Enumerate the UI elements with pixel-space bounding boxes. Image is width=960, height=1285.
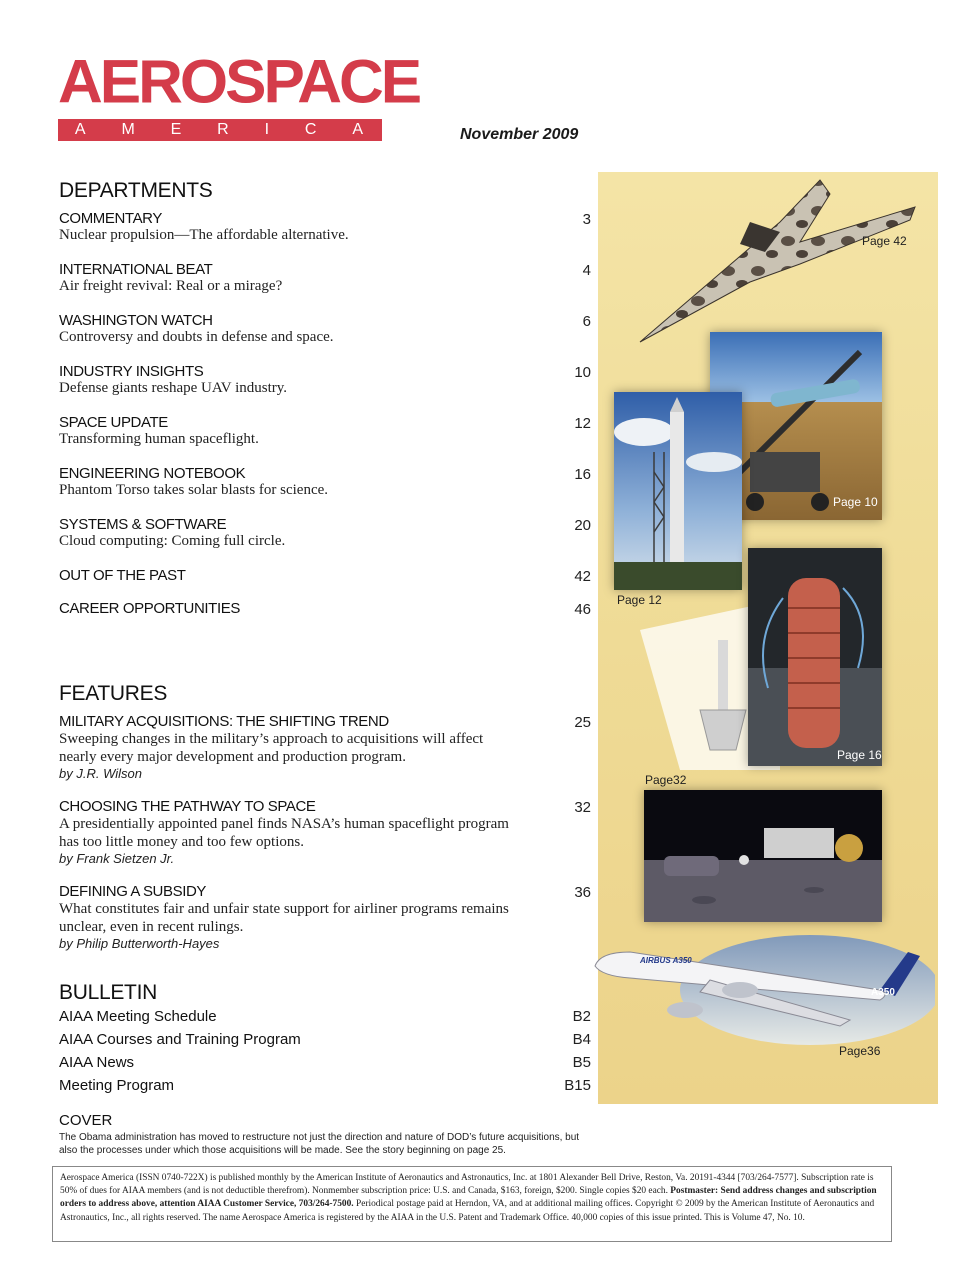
copyright-text: Periodical postage paid at Herndon, VA, and at additional mailing offices. Copyright © 2009 by the American Institute of Aeronautics and Astronautics, Inc., all rights reserved. The name Aerospace America is registered by the AIAA in the U.S. Patent and Trademark Office. 40,000 copies of this issue printed. This is Volume 47, No. 10. — [60, 1199, 875, 1223]
page-number: B15 — [564, 1077, 591, 1094]
page-number: 4 — [582, 262, 591, 279]
bulletin-item-meeting-schedule[interactable] — [59, 1008, 594, 1028]
page-number: 42 — [574, 568, 591, 585]
image-caption: Page32 — [645, 773, 687, 787]
logo-letter: E — [170, 121, 184, 138]
page-number: 12 — [574, 415, 591, 432]
page-number: 3 — [582, 211, 591, 228]
image-caption: Page 16 — [837, 748, 882, 762]
dept-description: Nuclear propulsion—The affordable alternative. — [59, 227, 349, 243]
feature-title: DEFINING A SUBSIDY — [59, 883, 207, 900]
dept-description: Defense giants reshape UAV industry. — [59, 380, 288, 396]
page-number: 16 — [574, 466, 591, 483]
airliner-livery-text: AIRBUS A350 — [640, 956, 692, 965]
page-number: 25 — [574, 714, 591, 731]
feature-byline: by Frank Sietzen Jr. — [59, 851, 175, 866]
feature-entry-pathway-to-space[interactable] — [59, 798, 594, 866]
dept-title: COMMENTARY — [59, 210, 162, 227]
phantom-torso-photo[interactable] — [748, 548, 882, 766]
feature-entry-military-acquisitions[interactable] — [59, 713, 594, 781]
bulletin-item-meeting-program[interactable] — [59, 1077, 594, 1097]
dept-title: SYSTEMS & SOFTWARE — [59, 516, 227, 533]
feature-title: CHOOSING THE PATHWAY TO SPACE — [59, 798, 316, 815]
page-number: 36 — [574, 884, 591, 901]
bulletin-item-title: AIAA News — [59, 1054, 135, 1071]
bulletin-item-courses-training[interactable] — [59, 1031, 594, 1051]
dept-title: OUT OF THE PAST — [59, 567, 186, 584]
dept-description: Cloud computing: Coming full circle. — [59, 533, 286, 549]
page-number: 10 — [574, 364, 591, 381]
dept-entry-systems-software[interactable] — [59, 516, 594, 550]
dept-description: Transforming human spaceflight. — [59, 431, 259, 447]
image-caption: Page36 — [839, 1044, 881, 1058]
vulcan-bomber-image[interactable] — [630, 172, 930, 352]
page-number: 6 — [582, 313, 591, 330]
departments-heading: DEPARTMENTS — [59, 179, 213, 202]
issue-date: November 2009 — [460, 126, 579, 143]
bulletin-item-title: AIAA Meeting Schedule — [59, 1008, 217, 1025]
dept-title: WASHINGTON WATCH — [59, 312, 213, 329]
page-number: B2 — [572, 1008, 591, 1025]
dept-title: INTERNATIONAL BEAT — [59, 261, 213, 278]
dept-entry-space-update[interactable] — [59, 414, 594, 448]
dept-title: INDUSTRY INSIGHTS — [59, 363, 204, 380]
dept-title: CAREER OPPORTUNITIES — [59, 600, 240, 617]
logo-letter: A — [74, 121, 88, 138]
logo-letter: M — [121, 121, 137, 138]
feature-byline: by J.R. Wilson — [59, 766, 142, 781]
logo-letter: I — [264, 121, 272, 138]
dept-entry-industry-insights[interactable] — [59, 363, 594, 397]
page-number: 20 — [574, 517, 591, 534]
dept-entry-out-of-the-past[interactable] — [59, 567, 594, 584]
publication-info-text: Aerospace America (ISSN 0740-722X) is published monthly by the American Institute of Aeronautics and Astronautics, Inc. at 1801 Alexander Bell Drive, Reston, Va. 20191-4344 [703/264-7577]. Subscription rate is 50% of dues for AIAA members (and is not deductible therefrom). Nonmember subscription price: U.S. and Canada, $163, foreign, $200. Single copies $20 each. — [60, 1173, 874, 1197]
feature-title: MILITARY ACQUISITIONS: THE SHIFTING TREND — [59, 713, 389, 730]
bulletin-item-aiaa-news[interactable] — [59, 1054, 594, 1074]
image-caption: Page 42 — [862, 234, 907, 248]
dept-description: Air freight revival: Real or a mirage? — [59, 278, 283, 294]
dept-entry-washington-watch[interactable] — [59, 312, 594, 346]
dept-description: Phantom Torso takes solar blasts for science. — [59, 482, 329, 498]
postmaster-notice: Postmaster: Send address changes and subscription orders to address above, attention AIAA Customer Service, 703/264-7500. — [60, 1186, 877, 1210]
magazine-logo-title: AEROSPACE — [58, 48, 420, 117]
feature-entry-defining-a-subsidy[interactable] — [59, 883, 594, 951]
cover-heading: COVER — [59, 1112, 113, 1129]
logo-letter: A — [352, 121, 365, 138]
dept-description: Controversy and doubts in defense and space. — [59, 329, 334, 345]
dept-entry-career-opportunities[interactable] — [59, 600, 594, 617]
features-heading: FEATURES — [59, 682, 168, 705]
page-number: 46 — [574, 601, 591, 618]
page-number: B4 — [572, 1031, 591, 1048]
page-number: 32 — [574, 799, 591, 816]
feature-description: Sweeping changes in the military’s approach to acquisitions will affect nearly every major development and production program. — [59, 731, 484, 765]
cover-description: The Obama administration has moved to restructure not just the direction and nature of DOD’s future acquisitions, but also the processes under which those acquisitions will be made. See the story beginning on page 25. — [59, 1132, 580, 1156]
lunar-outpost-photo[interactable] — [644, 790, 882, 922]
dept-title: SPACE UPDATE — [59, 414, 168, 431]
bulletin-heading: BULLETIN — [59, 981, 157, 1004]
logo-subtitle — [58, 119, 382, 141]
image-caption: Page 12 — [617, 593, 662, 607]
feature-description: A presidentially appointed panel finds NASA’s human spaceflight program has too little money and too few options. — [59, 816, 509, 850]
dept-entry-engineering-notebook[interactable] — [59, 465, 594, 499]
airliner-tail-text: A350 — [871, 987, 895, 998]
feature-description: What constitutes fair and unfair state support for airliner programs remains unclear, even in recent rulings. — [59, 901, 509, 935]
logo-letter: R — [217, 121, 231, 138]
dept-title: ENGINEERING NOTEBOOK — [59, 465, 246, 482]
rocket-launchpad-photo[interactable] — [614, 392, 742, 590]
feature-byline: by Philip Butterworth-Hayes — [59, 936, 220, 951]
bulletin-item-title: Meeting Program — [59, 1077, 175, 1094]
page-number: B5 — [572, 1054, 591, 1071]
logo-letter: C — [304, 121, 319, 138]
dept-entry-commentary[interactable] — [59, 210, 594, 244]
dept-entry-international-beat[interactable] — [59, 261, 594, 295]
publication-info — [60, 1172, 888, 1225]
bulletin-item-title: AIAA Courses and Training Program — [59, 1031, 301, 1048]
image-caption: Page 10 — [833, 495, 878, 509]
